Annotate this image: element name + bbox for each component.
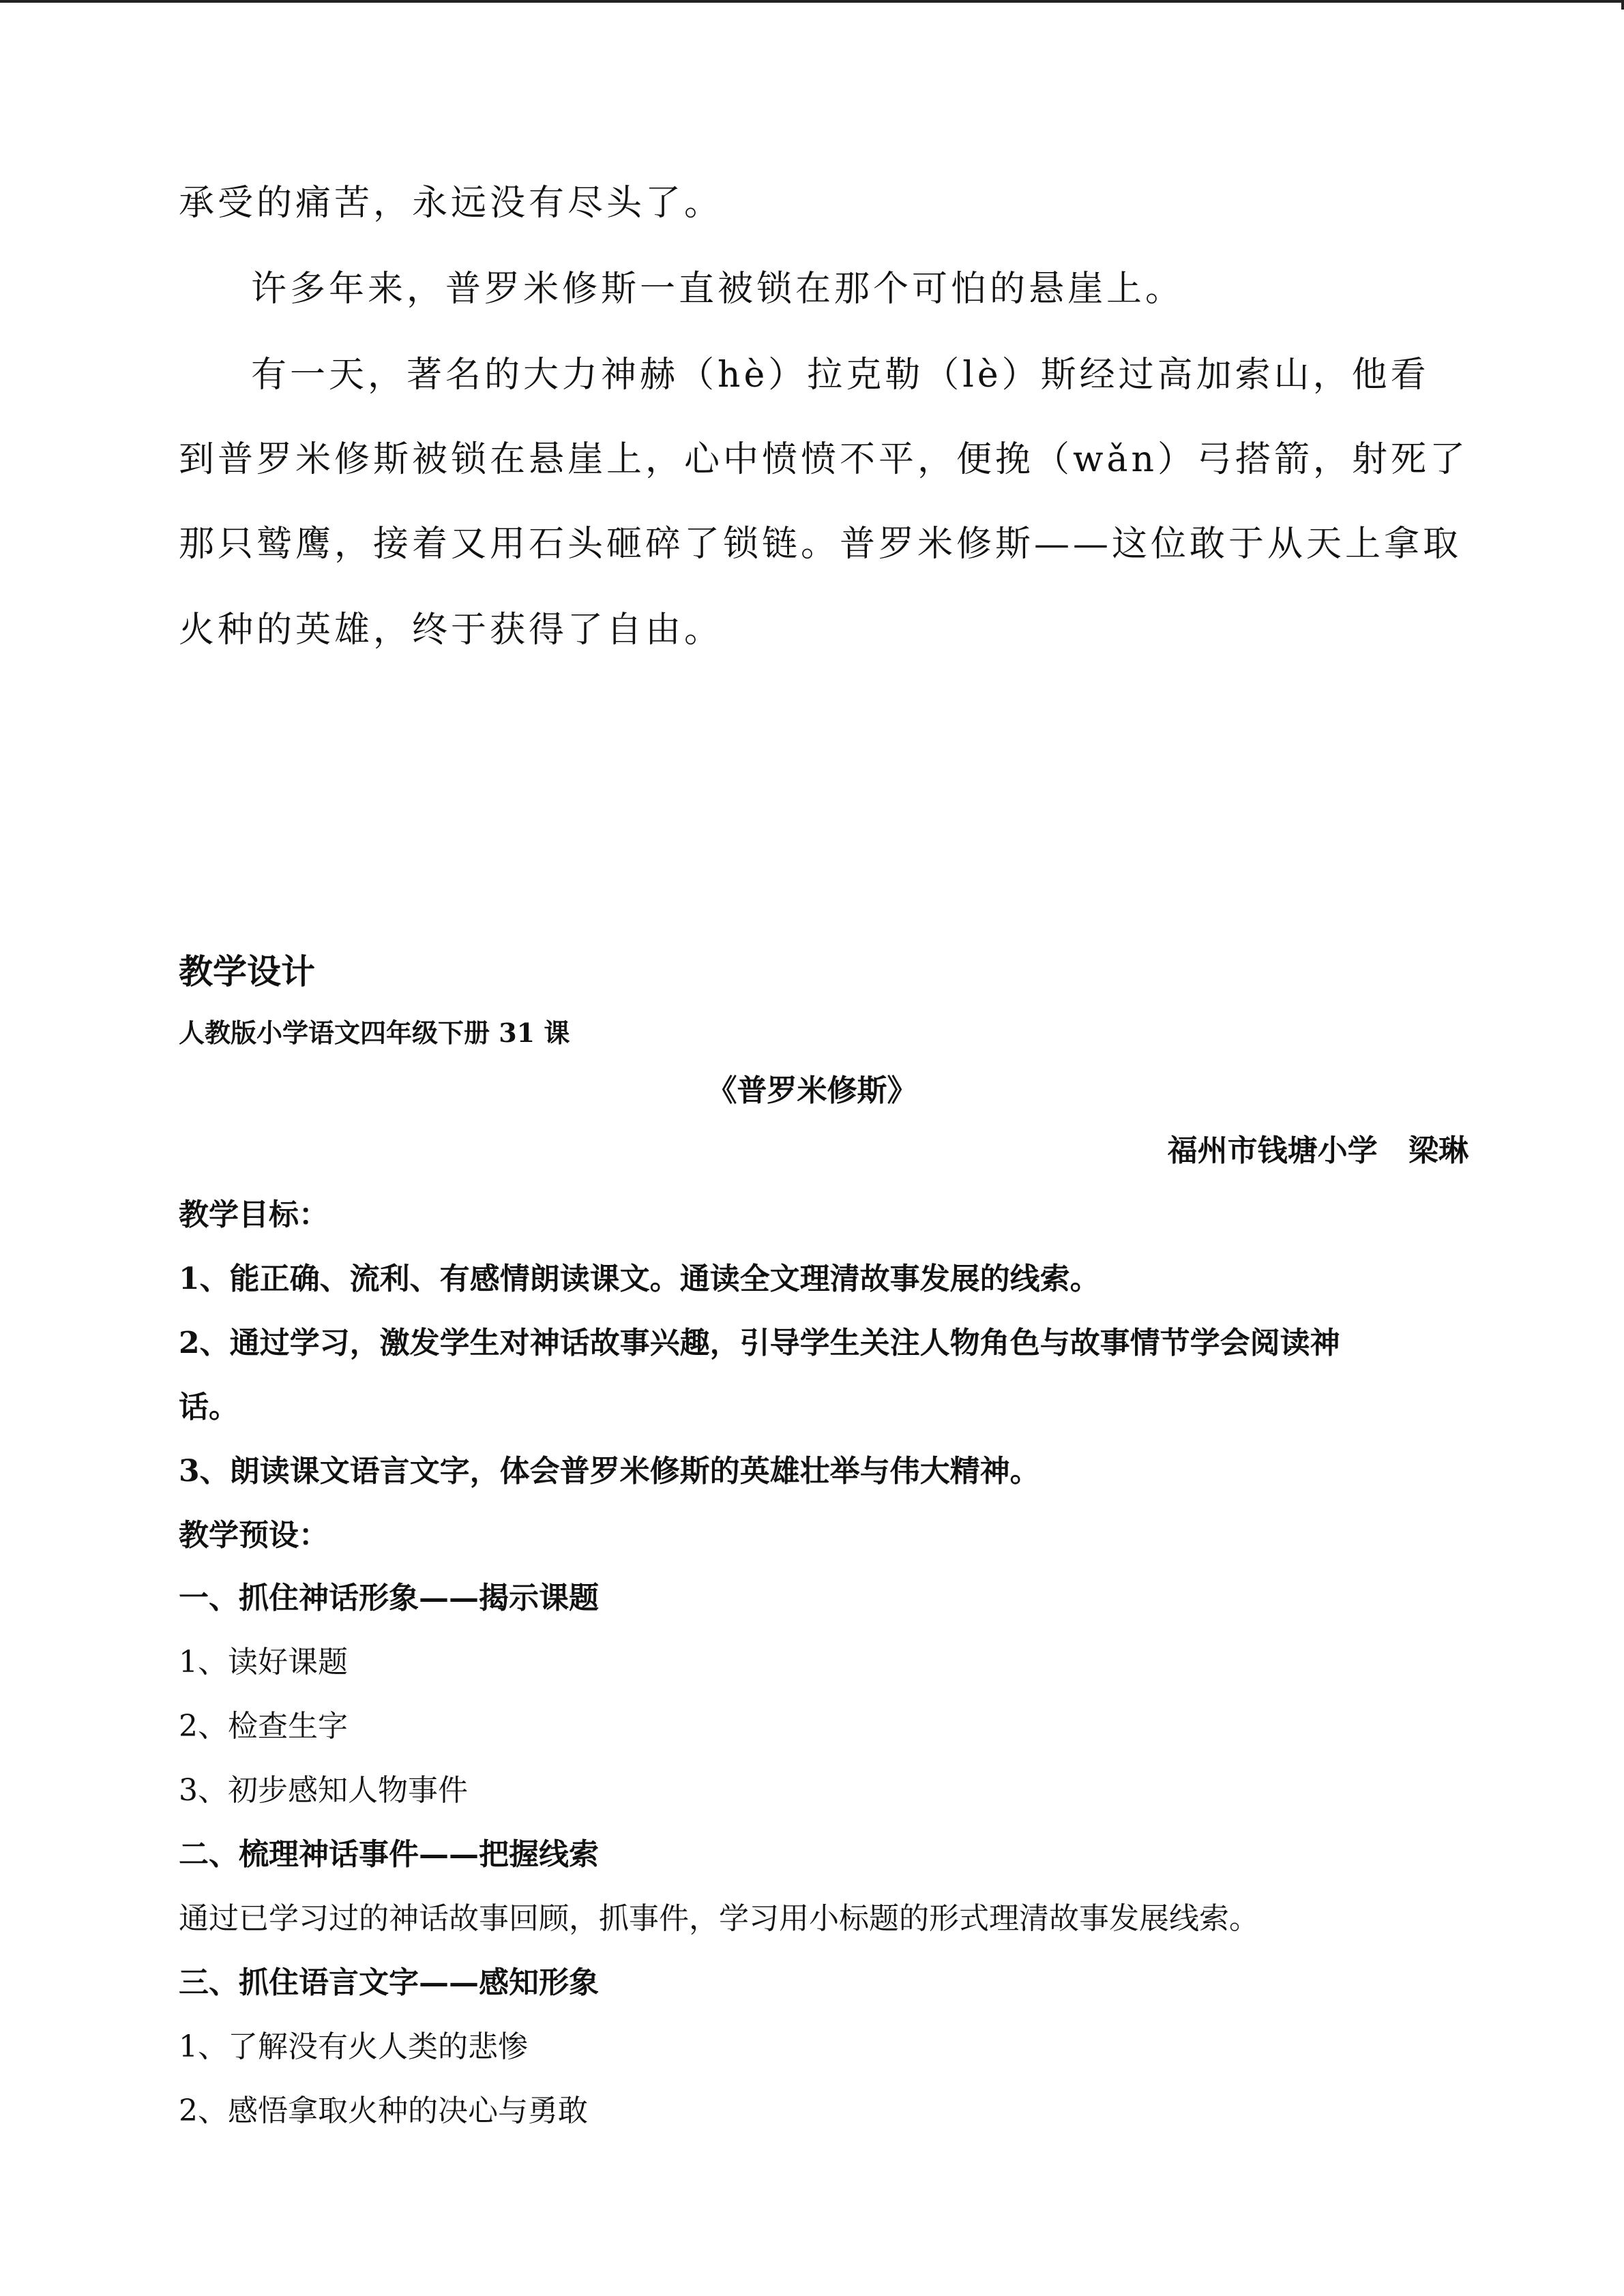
top-border-line [0,0,1624,3]
story-paragraph-line: 许多年来，普罗米修斯一直被锁在那个可怕的悬崖上。 [251,269,1185,310]
goal-item: 话。 [179,1390,239,1425]
section-text: 通过已学习过的神话故事回顾，抓事件，学习用小标题的形式理清故事发展线索。 [179,1901,1259,1936]
section-title: 三、抓住语言文字——感知形象 [179,1965,599,2000]
section-item: 2、感悟拿取火种的决心与勇敢 [179,2093,588,2128]
section-item: 1、了解没有火人类的悲惨 [179,2029,528,2064]
section-title: 一、抓住神话形象——揭示课题 [179,1581,599,1615]
story-paragraph-line: 火种的英雄，终于获得了自由。 [179,610,724,651]
story-paragraph-line: 到普罗米修斯被锁在悬崖上，心中愤愤不平，便挽（wǎn）弓搭箭，射死了 [179,439,1469,480]
goals-label: 教学目标： [179,1197,329,1232]
story-paragraph-line: 有一天，著名的大力神赫（hè）拉克勒（lè）斯经过高加索山，他看 [251,355,1430,396]
goal-item: 2、通过学习，激发学生对神话故事兴趣，引导学生关注人物角色与故事情节学会阅读神 [179,1326,1340,1360]
goal-item: 3、朗读课文语言文字，体会普罗米修斯的英雄壮举与伟大精神。 [179,1454,1040,1489]
story-paragraph-line: 承受的痛苦，永远没有尽头了。 [179,183,724,224]
top-border-corner [1621,0,1624,10]
section-item: 3、初步感知人物事件 [179,1773,468,1808]
plan-title: 《普罗米修斯》 [707,1073,917,1108]
story-paragraph-line: 那只鹫鹰，接着又用石头砸碎了锁链。普罗米修斯——这位敢于从天上拿取 [179,524,1462,565]
plan-subtitle: 人教版小学语文四年级下册 31 课 [179,1017,570,1048]
section-item: 1、读好课题 [179,1645,348,1680]
preset-label: 教学预设： [179,1518,329,1553]
goal-item: 1、能正确、流利、有感情朗读课文。通读全文理清故事发展的线索。 [179,1262,1100,1296]
section-item: 2、检查生字 [179,1709,348,1744]
plan-author: 福州市钱塘小学 梁琳 [1167,1133,1468,1168]
section-title: 二、梳理神话事件——把握线索 [179,1837,599,1872]
plan-heading: 教学设计 [179,951,315,992]
